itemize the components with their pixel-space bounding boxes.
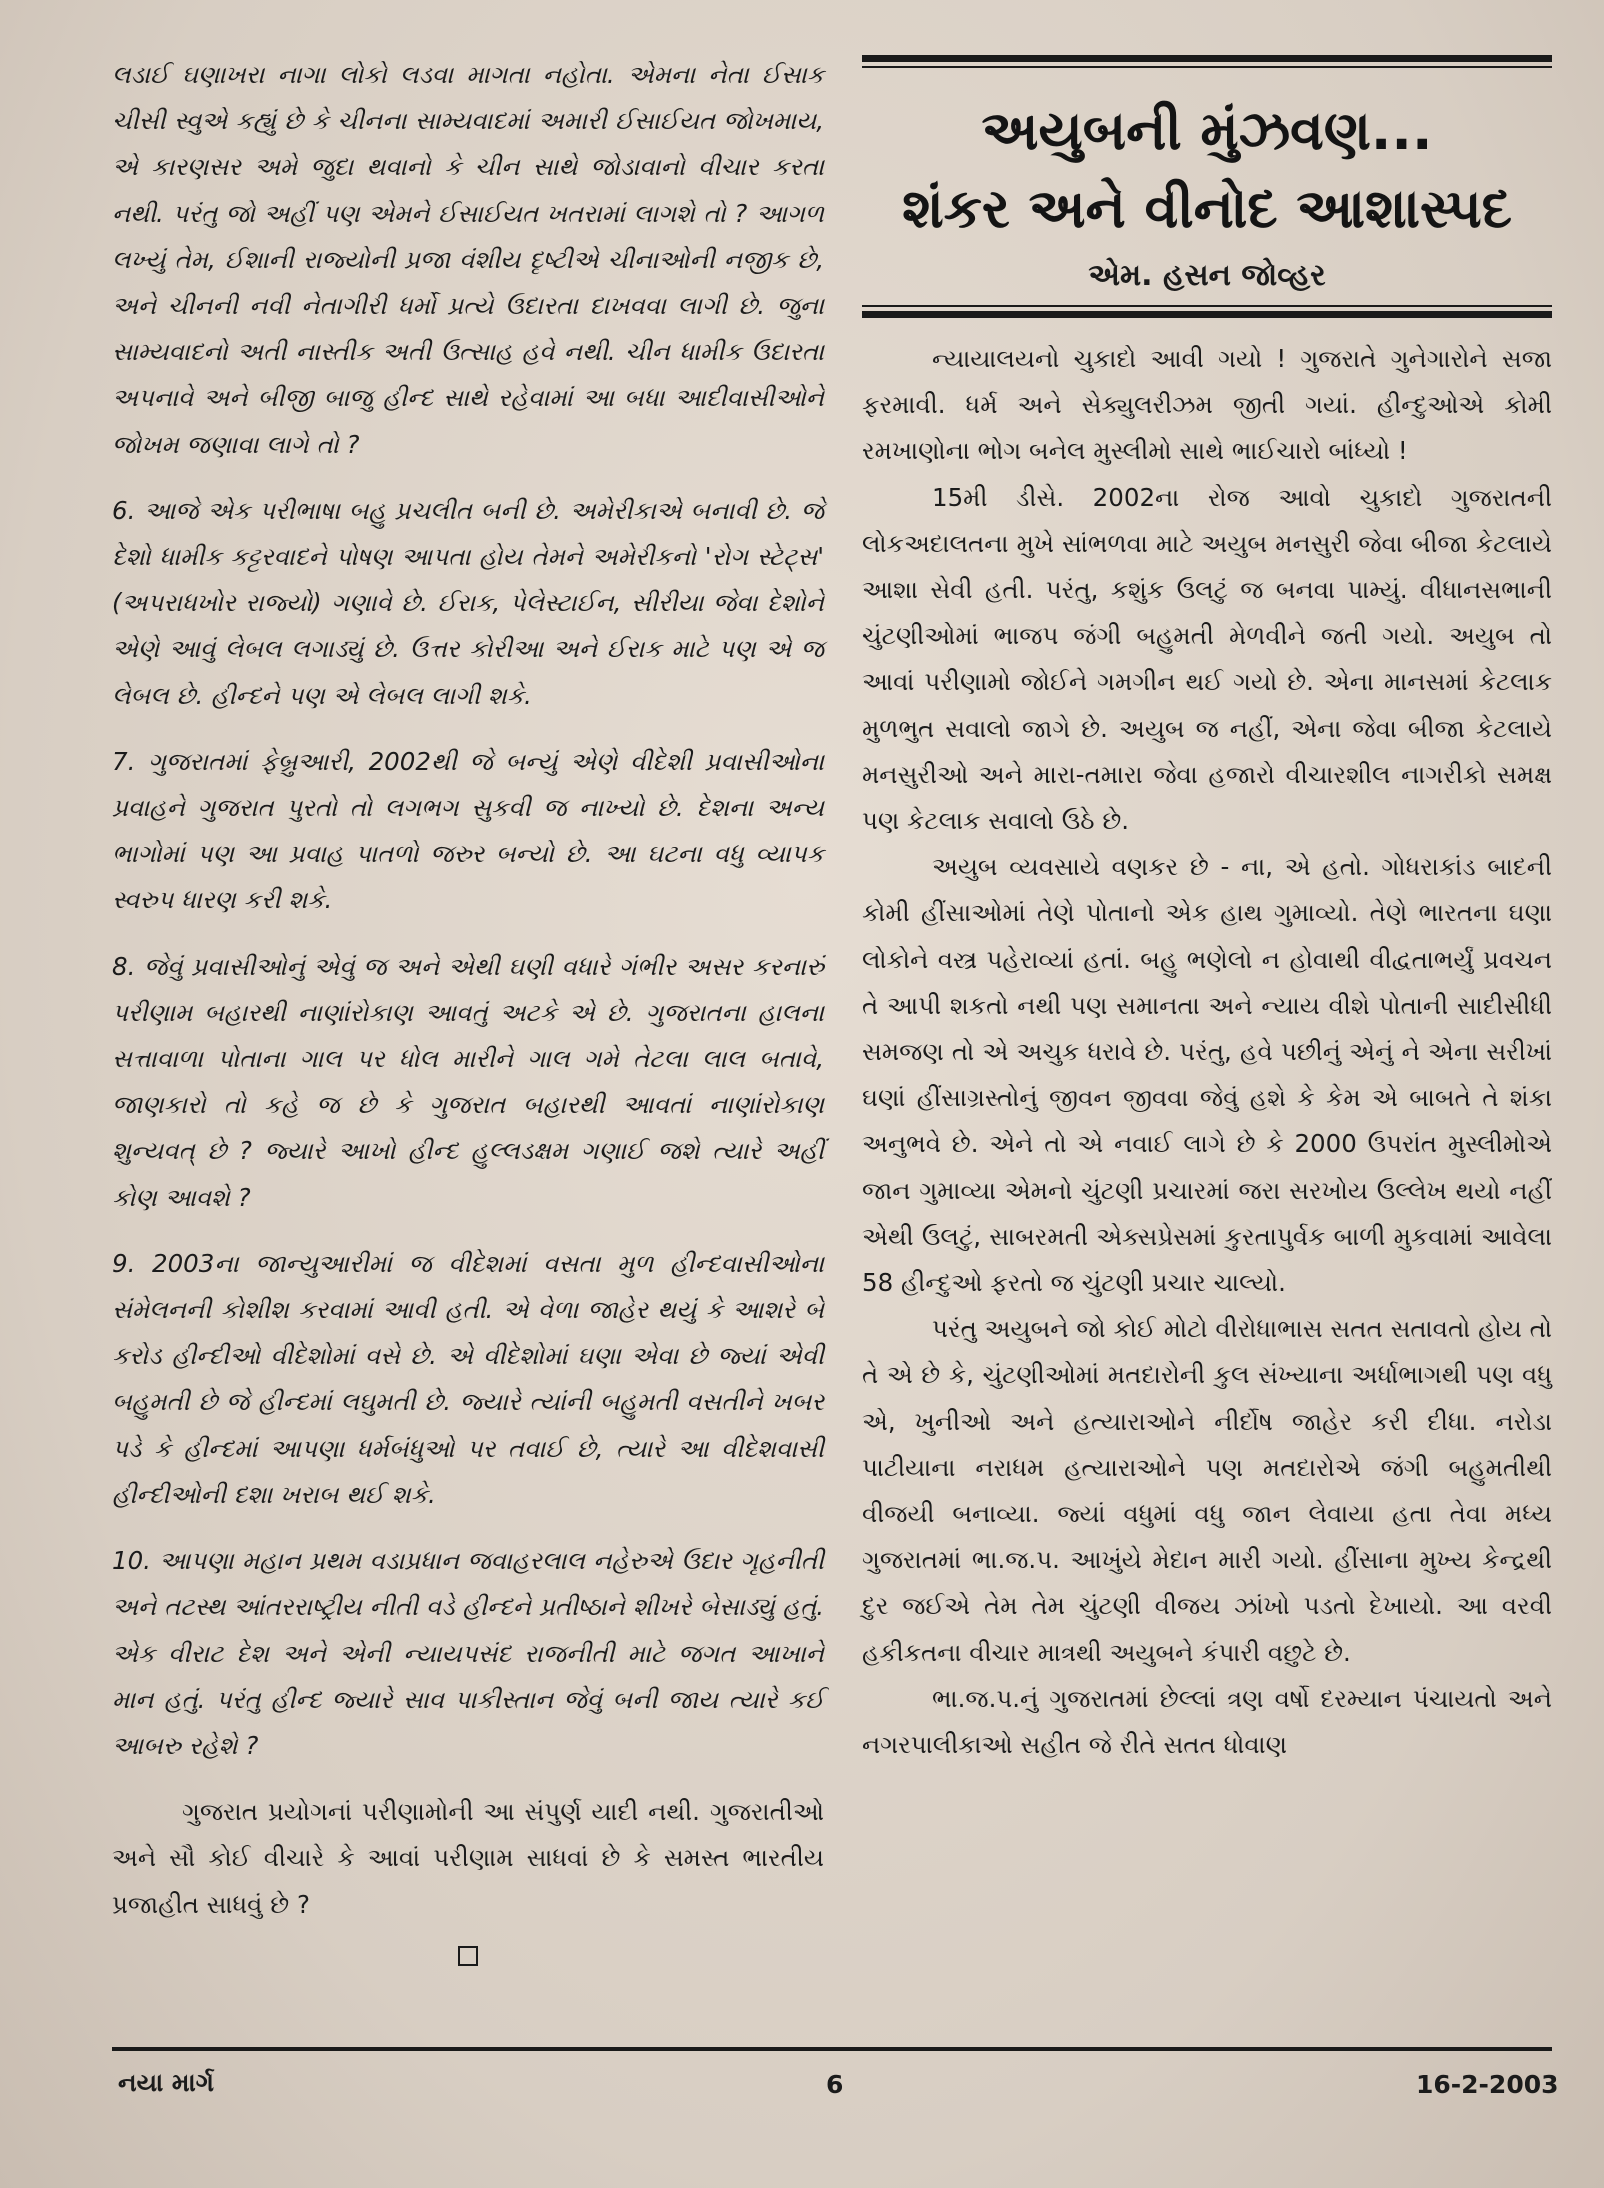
paragraph-point-8: 8. જેવું પ્રવાસીઓનું એવું જ અને એથી ઘણી વધારે ગંભીર અસર કરનારું પરીણામ બહારથી નાણાંરોકાણ આવતું અટકે એ છે. ગુજરાતના હાલના સત્તાવાળા પોતાના ગાલ પર ધોલ મારીને ગાલ ગમે તેટલા લાલ બતાવે, જાણકારો તો કહે જ છે કે ગુજરાત બહારથી આવતાં નાણાંરોકાણ શુન્યવત્ છે ? જ્યારે આખો હીન્દ હુલ્લડક્ષમ ગણાઈ જશે ત્યારે અહીં કોણ આવશે ? — [112, 951, 824, 1212]
left-column — [112, 52, 824, 1966]
paragraph-point-10: 10. આપણા મહાન પ્રથમ વડાપ્રધાન જવાહરલાલ નહેરુએ ઉદાર ગૃહનીતી અને તટસ્થ આંતરરાષ્ટ્રીય નીતી વડે હીન્દને પ્રતીષ્ઠાને શીખરે બેસાડ્યું હતું. એક વીરાટ દેશ અને એની ન્યાયપસંદ રાજનીતી માટે જગત આખાને માન હતું. પરંતુ હીન્દ જ્યારે સાવ પાકીસ્તાન જેવું બની જાય ત્યારે કઈ આબરુ રહેશે ? — [112, 1546, 824, 1760]
headline-line-1: અયુબની મુંઝવણ... — [981, 99, 1433, 162]
article-paragraph-2: 15મી ડીસે. 2002ના રોજ આવો ચુકાદો ગુજરાતની લોકઅદાલતના મુખે સાંભળવા માટે અયુબ મનસુરી જેવા બીજા કેટલાયે આશા સેવી હતી. પરંતુ, કશુંક ઉલટું જ બનવા પામ્યું. વીધાનસભાની ચુંટણીઓમાં ભાજપ જંગી બહુમતી મેળવીને જતી ગયો. અયુબ તો આવાં પરીણામો જોઈને ગમગીન થઈ ગયો છે. એના માનસમાં કેટલાક મુળભુત સવાલો જાગે છે. અયુબ જ નહીં, એના જેવા બીજા કેટલાયે મનસુરીઓ અને મારા-તમારા જેવા હજારો વીચારશીલ નાગરીકો સમક્ષ પણ કેટલાક સવાલો ઉઠે છે. — [862, 482, 1552, 836]
headline-top-rule — [862, 55, 1552, 62]
article-paragraph-4: પરંતુ અયુબને જો કોઈ મોટો વીરોધાભાસ સતત સતાવતો હોય તો તે એ છે કે, ચુંટણીઓમાં મતદારોની કુલ સંખ્યાના અર્ધાભાગથી પણ વધુ એ, ખુનીઓ અને હત્યારાઓને નીર્દોષ જાહેર કરી દીધા. નરોડા પાટીયાના નરાધમ હત્યારાઓને પણ મતદારોએ જંગી બહુમતીથી વીજયી બનાવ્યા. જ્યાં વધુમાં વધુ જાન લેવાયા હતા તેવા મધ્ય ગુજરાતમાં ભા.જ.પ. આખુંયે મેદાન મારી ગયો. હીંસાના મુખ્ય કેન્દ્રથી દુર જઈએ તેમ તેમ ચુંટણી વીજય ઝાંખો પડતો દેખાયો. આ વરવી હકીકતના વીચાર માત્રથી અયુબને કંપારી વછુટે છે. — [862, 1314, 1552, 1667]
paragraph-point-7: 7. ગુજરાતમાં ફેબ્રુઆરી, 2002થી જે બન્યું એણે વીદેશી પ્રવાસીઓના પ્રવાહને ગુજરાત પુરતો તો લગભગ સુકવી જ નાખ્યો છે. દેશના અન્ય ભાગોમાં પણ આ પ્રવાહ પાતળો જરુર બન્યો છે. આ ઘટના વધુ વ્યાપક સ્વરુપ ધારણ કરી શકે. — [112, 746, 824, 915]
end-of-article-mark — [458, 1946, 478, 1966]
footer-rule — [112, 2047, 1552, 2051]
paragraph-closing: ગુજરાત પ્રયોગનાં પરીણામોની આ સંપુર્ણ યાદી નથી. ગુજરાતીઓ અને સૌ કોઈ વીચારે કે આવાં પરીણામ સાધવાં છે કે સમસ્ત ભારતીય પ્રજાહીત સાધવું છે ? — [112, 1797, 824, 1919]
article-paragraph-1: ન્યાયાલયનો ચુકાદો આવી ગયો ! ગુજરાતે ગુનેગારોને સજા ફરમાવી. ધર્મ અને સેક્યુલરીઝમ જીતી ગયાં. હીન્દુઓએ કોમી રમખાણોના ભોગ બનેલ મુસ્લીમો સાથે ભાઈચારો બાંધ્યો ! — [862, 344, 1552, 466]
issue-date: 16-2-2003 — [1416, 2070, 1559, 2099]
byline-bottom-rule — [862, 311, 1552, 318]
paragraph-intro: લડાઈ ઘણાખરા નાગા લોકો લડવા માગતા નહોતા. એમના નેતા ઈસાક ચીસી સ્વુએ કહ્યું છે કે ચીનના સામ્યવાદમાં અમારી ઈસાઈયત જોખમાય, એ કારણસર અમે જુદા થવાનો કે ચીન સાથે જોડાવાનો વીચાર કરતા નથી. પરંતુ જો અહીં પણ એમને ઈસાઈયત ખતરામાં લાગશે તો ? આગળ લખ્યું તેમ, ઈશાની રાજ્યોની પ્રજા વંશીય દૃષ્ટીએ ચીનાઓની નજીક છે, અને ચીનની નવી નેતાગીરી ધર્મો પ્રત્યે ઉદારતા દાખવવા લાગી છે. જુના સામ્યવાદનો અતી નાસ્તીક અતી ઉત્સાહ હવે નથી. ચીન ધામીક ઉદારતા અપનાવે અને બીજી બાજુ હીન્દ સાથે રહેવામાં આ બધા આદીવાસીઓને જોખમ જણાવા લાગે તો ? — [112, 60, 824, 459]
paragraph-point-6: 6. આજે એક પરીભાષા બહુ પ્રચલીત બની છે. અમેરીકાએ બનાવી છે. જે દેશો ધામીક કટ્ટરવાદને પોષણ આપતા હોય તેમને અમેરીકનો 'રોગ સ્ટેટ્સ' (અપરાધખોર રાજ્યો) ગણાવે છે. ઈરાક, પેલેસ્ટાઈન, સીરીયા જેવા દેશોને એણે આવું લેબલ લગાડ્યું છે. ઉત્તર કોરીઆ અને ઈરાક માટે પણ એ જ લેબલ છે. હીન્દને પણ એ લેબલ લાગી શકે. — [112, 495, 824, 710]
paragraph-point-9: 9. 2003ના જાન્યુઆરીમાં જ વીદેશમાં વસતા મુળ હીન્દવાસીઓના સંમેલનની કોશીશ કરવામાં આવી હતી. એ વેળા જાહેર થયું કે આશરે બે કરોડ હીન્દીઓ વીદેશોમાં વસે છે. એ વીદેશોમાં ઘણા એવા છે જ્યાં એવી બહુમતી છે જે હીન્દમાં લઘુમતી છે. જ્યારે ત્યાંની બહુમતી વસતીને ખબર પડે કે હીન્દમાં આપણા ધર્મબંધુઓ પર તવાઈ છે, ત્યારે આ વીદેશવાસી હીન્દીઓની દશા ખરાબ થઈ શકે. — [112, 1248, 824, 1509]
author-byline: એમ. હસન જોવ્હર — [1088, 258, 1326, 293]
page-number: 6 — [826, 2070, 844, 2099]
right-column-article — [862, 55, 1552, 1768]
publication-name: નયા માર્ગ — [118, 2068, 214, 2097]
headline-line-2: શંકર અને વીનોદ આશાસ્પદ — [902, 177, 1512, 240]
article-paragraph-5: ભા.જ.પ.નું ગુજરાતમાં છેલ્લાં ત્રણ વર્ષો દરમ્યાન પંચાયતો અને નગરપાલીકાઓ સહીત જે રીતે સતત ધોવાણ — [862, 1683, 1552, 1760]
article-paragraph-3: અયુબ વ્યવસાયે વણકર છે - ના, એ હતો. ગોધરાકાંડ બાદની કોમી હીંસાઓમાં તેણે પોતાનો એક હાથ ગુમાવ્યો. તેણે ભારતના ઘણા લોકોને વસ્ત્ર પહેરાવ્યાં હતાં. બહુ ભણેલો ન હોવાથી વીદ્વતાભર્યું પ્રવચન તે આપી શકતો નથી પણ સમાનતા અને ન્યાય વીશે પોતાની સાદીસીધી સમજણ તો એ અચુક ધરાવે છે. પરંતુ, હવે પછીનું એનું ને એના સરીખાં ઘણાં હીંસાગ્રસ્તોનું જીવન જીવવા જેવું હશે કે કેમ એ બાબતે તે શંકા અનુભવે છે. એને તો એ નવાઈ લાગે છે કે 2000 ઉપરાંત મુસ્લીમોએ જાન ગુમાવ્યા એમનો ચુંટણી પ્રચારમાં જરા સરખોય ઉલ્લેખ થયો નહીં એથી ઉલટું, સાબરમતી એક્સપ્રેસમાં કુરતાપુર્વક બાળી મુકવામાં આવેલા 58 હીન્દુઓ ફરતો જ ચુંટણી પ્રચાર ચાલ્યો. — [862, 852, 1552, 1298]
headline-top-thin-rule — [862, 66, 1552, 68]
